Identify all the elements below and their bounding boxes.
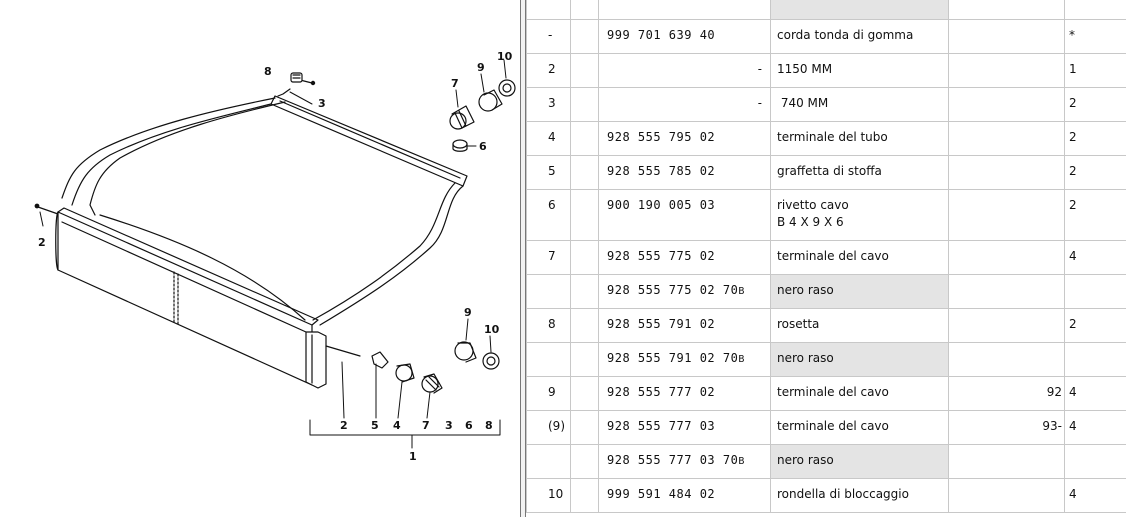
cell-description bbox=[771, 241, 949, 275]
cell-blank bbox=[571, 377, 599, 411]
cell-position: 4 bbox=[527, 122, 571, 156]
description-text: terminale del cavo bbox=[777, 419, 889, 433]
cell-blank bbox=[571, 54, 599, 88]
cell-part-number bbox=[599, 20, 771, 54]
parts-table bbox=[526, 0, 1126, 513]
cell-model-year bbox=[949, 445, 1065, 479]
cell-blank bbox=[571, 445, 599, 479]
table-row bbox=[527, 156, 1126, 190]
description-text: graffetta di stoffa bbox=[777, 164, 882, 178]
callout-8-bottom: 8 bbox=[485, 419, 493, 432]
cell-blank bbox=[571, 479, 599, 513]
cell-position: 7 bbox=[527, 241, 571, 275]
cell-blank bbox=[571, 275, 599, 309]
cell-model-year bbox=[949, 309, 1065, 343]
table-row bbox=[527, 377, 1126, 411]
callout-5: 5 bbox=[371, 419, 379, 432]
cell-position: 9 bbox=[527, 377, 571, 411]
cell-part-number bbox=[599, 156, 771, 190]
cell-blank bbox=[571, 20, 599, 54]
part-number-text: 928 555 795 02 bbox=[607, 130, 716, 144]
callout-7-bottom: 7 bbox=[422, 419, 430, 432]
cell-part-number bbox=[599, 411, 771, 445]
callout-1: 1 bbox=[409, 450, 417, 463]
callout-10-top: 10 bbox=[497, 50, 513, 63]
cell-quantity bbox=[1065, 0, 1126, 20]
cell-part-number bbox=[599, 275, 771, 309]
description-text: 740 MM bbox=[777, 96, 829, 110]
callout-9-top: 9 bbox=[477, 61, 485, 74]
cell-description bbox=[771, 54, 949, 88]
cell-quantity: 1 bbox=[1065, 54, 1126, 88]
cell-blank bbox=[571, 190, 599, 241]
cell-blank bbox=[571, 156, 599, 190]
callout-9-bottom: 9 bbox=[464, 306, 472, 319]
part-number-dash: - bbox=[756, 96, 764, 110]
cell-model-year bbox=[949, 0, 1065, 20]
callout-10-bottom: 10 bbox=[484, 323, 500, 336]
table-row bbox=[527, 343, 1126, 377]
callout-3-bottom: 3 bbox=[445, 419, 453, 432]
cell-model-year bbox=[949, 122, 1065, 156]
cell-description bbox=[771, 445, 949, 479]
cell-part-number bbox=[599, 88, 771, 122]
cell-quantity: 2 bbox=[1065, 122, 1126, 156]
table-row bbox=[527, 411, 1126, 445]
cell-description bbox=[771, 0, 949, 20]
cell-part-number bbox=[599, 309, 771, 343]
part-number-suffix: B bbox=[738, 286, 745, 297]
cell-quantity bbox=[1065, 343, 1126, 377]
cell-model-year: 93- bbox=[949, 411, 1065, 445]
part-number-text: 928 555 777 03 70 bbox=[607, 453, 739, 467]
cell-part-number bbox=[599, 343, 771, 377]
cell-description bbox=[771, 275, 949, 309]
cell-position: 6 bbox=[527, 190, 571, 241]
cell-part-number bbox=[599, 445, 771, 479]
callout-2-bottom: 2 bbox=[340, 419, 348, 432]
cell-model-year bbox=[949, 241, 1065, 275]
table-row bbox=[527, 0, 1126, 20]
table-row bbox=[527, 241, 1126, 275]
cell-quantity: 2 bbox=[1065, 309, 1126, 343]
description-text: 1150 MM bbox=[777, 62, 833, 76]
cell-blank bbox=[571, 241, 599, 275]
table-row bbox=[527, 54, 1126, 88]
callout-4: 4 bbox=[393, 419, 401, 432]
cell-model-year bbox=[949, 190, 1065, 241]
table-row bbox=[527, 479, 1126, 513]
callout-6-bottom: 6 bbox=[465, 419, 473, 432]
table-row bbox=[527, 122, 1126, 156]
table-row bbox=[527, 275, 1126, 309]
cell-position bbox=[527, 275, 571, 309]
cell-model-year: 92 bbox=[949, 377, 1065, 411]
description-text: terminale del tubo bbox=[777, 130, 888, 144]
part-number-text: 928 555 775 02 70 bbox=[607, 283, 739, 297]
cell-part-number bbox=[599, 190, 771, 241]
cell-blank bbox=[571, 88, 599, 122]
cell-part-number bbox=[599, 241, 771, 275]
part-number-text: 900 190 005 03 bbox=[607, 198, 716, 212]
cell-description bbox=[771, 88, 949, 122]
description-text: nero raso bbox=[777, 283, 834, 297]
description-text: terminale del cavo bbox=[777, 385, 889, 399]
cell-part-number bbox=[599, 479, 771, 513]
small-parts-bottom bbox=[372, 342, 499, 393]
cell-blank bbox=[571, 122, 599, 156]
cell-position: 2 bbox=[527, 54, 571, 88]
table-row bbox=[527, 20, 1126, 54]
cell-model-year bbox=[949, 88, 1065, 122]
cell-quantity: 4 bbox=[1065, 377, 1126, 411]
cover-front-panel bbox=[56, 208, 326, 388]
cell-position bbox=[527, 343, 571, 377]
cell-quantity: 2 bbox=[1065, 190, 1126, 241]
part-number-text: 928 555 775 02 bbox=[607, 249, 716, 263]
cell-model-year bbox=[949, 20, 1065, 54]
cell-position bbox=[527, 0, 571, 20]
cell-model-year bbox=[949, 479, 1065, 513]
table-row bbox=[527, 445, 1126, 479]
cell-quantity: * bbox=[1065, 20, 1126, 54]
callout-2-left: 2 bbox=[38, 236, 46, 249]
cell-position: 5 bbox=[527, 156, 571, 190]
cell-quantity bbox=[1065, 275, 1126, 309]
part-number-suffix: B bbox=[738, 354, 745, 365]
description-text: rosetta bbox=[777, 317, 820, 331]
cell-description bbox=[771, 343, 949, 377]
cell-quantity: 4 bbox=[1065, 241, 1126, 275]
cell-blank bbox=[571, 309, 599, 343]
cell-quantity: 4 bbox=[1065, 479, 1126, 513]
cell-part-number bbox=[599, 0, 771, 20]
cell-description bbox=[771, 479, 949, 513]
cell-description bbox=[771, 190, 949, 241]
description-text: rondella di bloccaggio bbox=[777, 487, 909, 501]
callout-6: 6 bbox=[479, 140, 487, 153]
cell-position: 10 bbox=[527, 479, 571, 513]
cell-model-year bbox=[949, 54, 1065, 88]
cell-position: (9) bbox=[527, 411, 571, 445]
cover-top-rail bbox=[271, 96, 467, 186]
callout-3-top: 3 bbox=[318, 97, 326, 110]
cell-description bbox=[771, 20, 949, 54]
description-text-line2: B 4 X 9 X 6 bbox=[777, 215, 844, 229]
cell-position: 8 bbox=[527, 309, 571, 343]
cell-description bbox=[771, 309, 949, 343]
description-text: corda tonda di gomma bbox=[777, 28, 914, 42]
description-text: nero raso bbox=[777, 351, 834, 365]
part-number-text: 999 701 639 40 bbox=[607, 28, 716, 42]
table-row bbox=[527, 190, 1126, 241]
description-text: nero raso bbox=[777, 453, 834, 467]
table-row bbox=[527, 88, 1126, 122]
cell-part-number bbox=[599, 377, 771, 411]
part-number-text: 928 555 777 02 bbox=[607, 385, 716, 399]
cell-blank bbox=[571, 343, 599, 377]
cell-model-year bbox=[949, 156, 1065, 190]
part-number-text: 928 555 777 03 bbox=[607, 419, 716, 433]
cell-quantity: 4 bbox=[1065, 411, 1126, 445]
cell-description bbox=[771, 122, 949, 156]
cell-blank bbox=[571, 0, 599, 20]
cell-description bbox=[771, 377, 949, 411]
cell-model-year bbox=[949, 275, 1065, 309]
cell-model-year bbox=[949, 343, 1065, 377]
description-text: rivetto cavo bbox=[777, 198, 849, 212]
cell-blank bbox=[571, 411, 599, 445]
cell-position bbox=[527, 445, 571, 479]
cell-position: 3 bbox=[527, 88, 571, 122]
part-number-suffix: B bbox=[738, 456, 745, 467]
cell-description bbox=[771, 156, 949, 190]
cell-quantity bbox=[1065, 445, 1126, 479]
part-number-dash: - bbox=[756, 62, 764, 76]
cell-part-number bbox=[599, 122, 771, 156]
cell-description bbox=[771, 411, 949, 445]
part-number-text: 928 555 791 02 bbox=[607, 317, 716, 331]
part-number-text: 999 591 484 02 bbox=[607, 487, 716, 501]
callout-7-top: 7 bbox=[451, 77, 459, 90]
exploded-parts-drawing bbox=[0, 0, 520, 517]
parts-table-panel bbox=[520, 0, 1126, 517]
description-text: terminale del cavo bbox=[777, 249, 889, 263]
cell-quantity: 2 bbox=[1065, 156, 1126, 190]
cell-quantity: 2 bbox=[1065, 88, 1126, 122]
table-row bbox=[527, 309, 1126, 343]
part-number-text: 928 555 791 02 70 bbox=[607, 351, 739, 365]
cell-part-number bbox=[599, 54, 771, 88]
callout-8-top: 8 bbox=[264, 65, 272, 78]
cell-position: - bbox=[527, 20, 571, 54]
part-number-text: 928 555 785 02 bbox=[607, 164, 716, 178]
